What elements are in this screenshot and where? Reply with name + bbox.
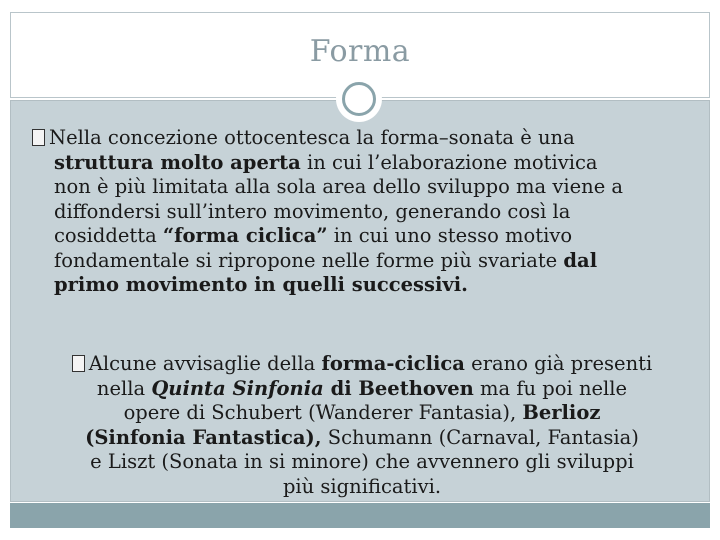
bullet-paragraph-2 — [32, 352, 692, 499]
bullet-box-icon — [72, 355, 85, 372]
bullet-line: più significativi. — [282, 474, 442, 498]
bullet-line — [32, 151, 672, 176]
text-run: Schumann (Carnaval, Fantasia) — [321, 425, 639, 449]
circle-ornament-icon — [338, 78, 380, 120]
footer-band — [10, 503, 710, 528]
text-run: nella — [96, 376, 152, 400]
text-run: ma fu poi nelle — [473, 376, 628, 400]
bold-text: dal — [563, 248, 598, 272]
bullet-line: e Liszt (Sonata in si minore) che avvennero gli sviluppi — [90, 450, 634, 473]
text-run: in cui l’elaborazione motivica — [300, 150, 598, 174]
text-run: Alcune avvisaglie della — [88, 352, 322, 375]
bold-text: primo movimento in quelli successivi. — [54, 273, 468, 296]
bold-text: struttura molto aperta — [54, 150, 301, 174]
bold-text: forma-ciclica — [321, 352, 465, 375]
bold-text: di Beethoven — [323, 376, 474, 400]
text-run: opere di Schubert (Wanderer Fantasia), — [123, 401, 523, 424]
bullet-line: diffondersi sull’intero movimento, generando così la — [54, 199, 571, 223]
bullet-paragraph-1 — [32, 126, 672, 298]
text-run: fondamentale si ripropone nelle forme più svariate — [54, 248, 564, 272]
bullet-line — [32, 426, 692, 451]
bullet-line — [32, 126, 672, 151]
bullet-box-icon — [32, 129, 45, 146]
bold-text: “forma ciclica” — [162, 224, 328, 247]
text-run: cosiddetta — [54, 224, 163, 247]
slide-title: Forma — [309, 34, 411, 69]
text-run: erano già presenti — [464, 352, 653, 375]
bullet-line — [32, 224, 672, 249]
text-run: in cui uno stesso motivo — [327, 224, 573, 247]
bullet-line — [32, 249, 672, 274]
bullet-line — [32, 401, 692, 426]
bold-text: Berlioz — [522, 401, 601, 424]
bold-text: (Sinfonia Fantastica), — [85, 425, 322, 449]
bullet-line — [32, 352, 692, 377]
bold-italic-text: Quinta Sinfonia — [151, 376, 324, 400]
bullet-line: non è più limitata alla sola area dello sviluppo ma viene a — [54, 175, 624, 198]
text-run: Nella concezione ottocentesca la forma–sonata è una — [49, 126, 575, 149]
bullet-line — [32, 377, 692, 402]
bullet-line — [32, 273, 672, 298]
